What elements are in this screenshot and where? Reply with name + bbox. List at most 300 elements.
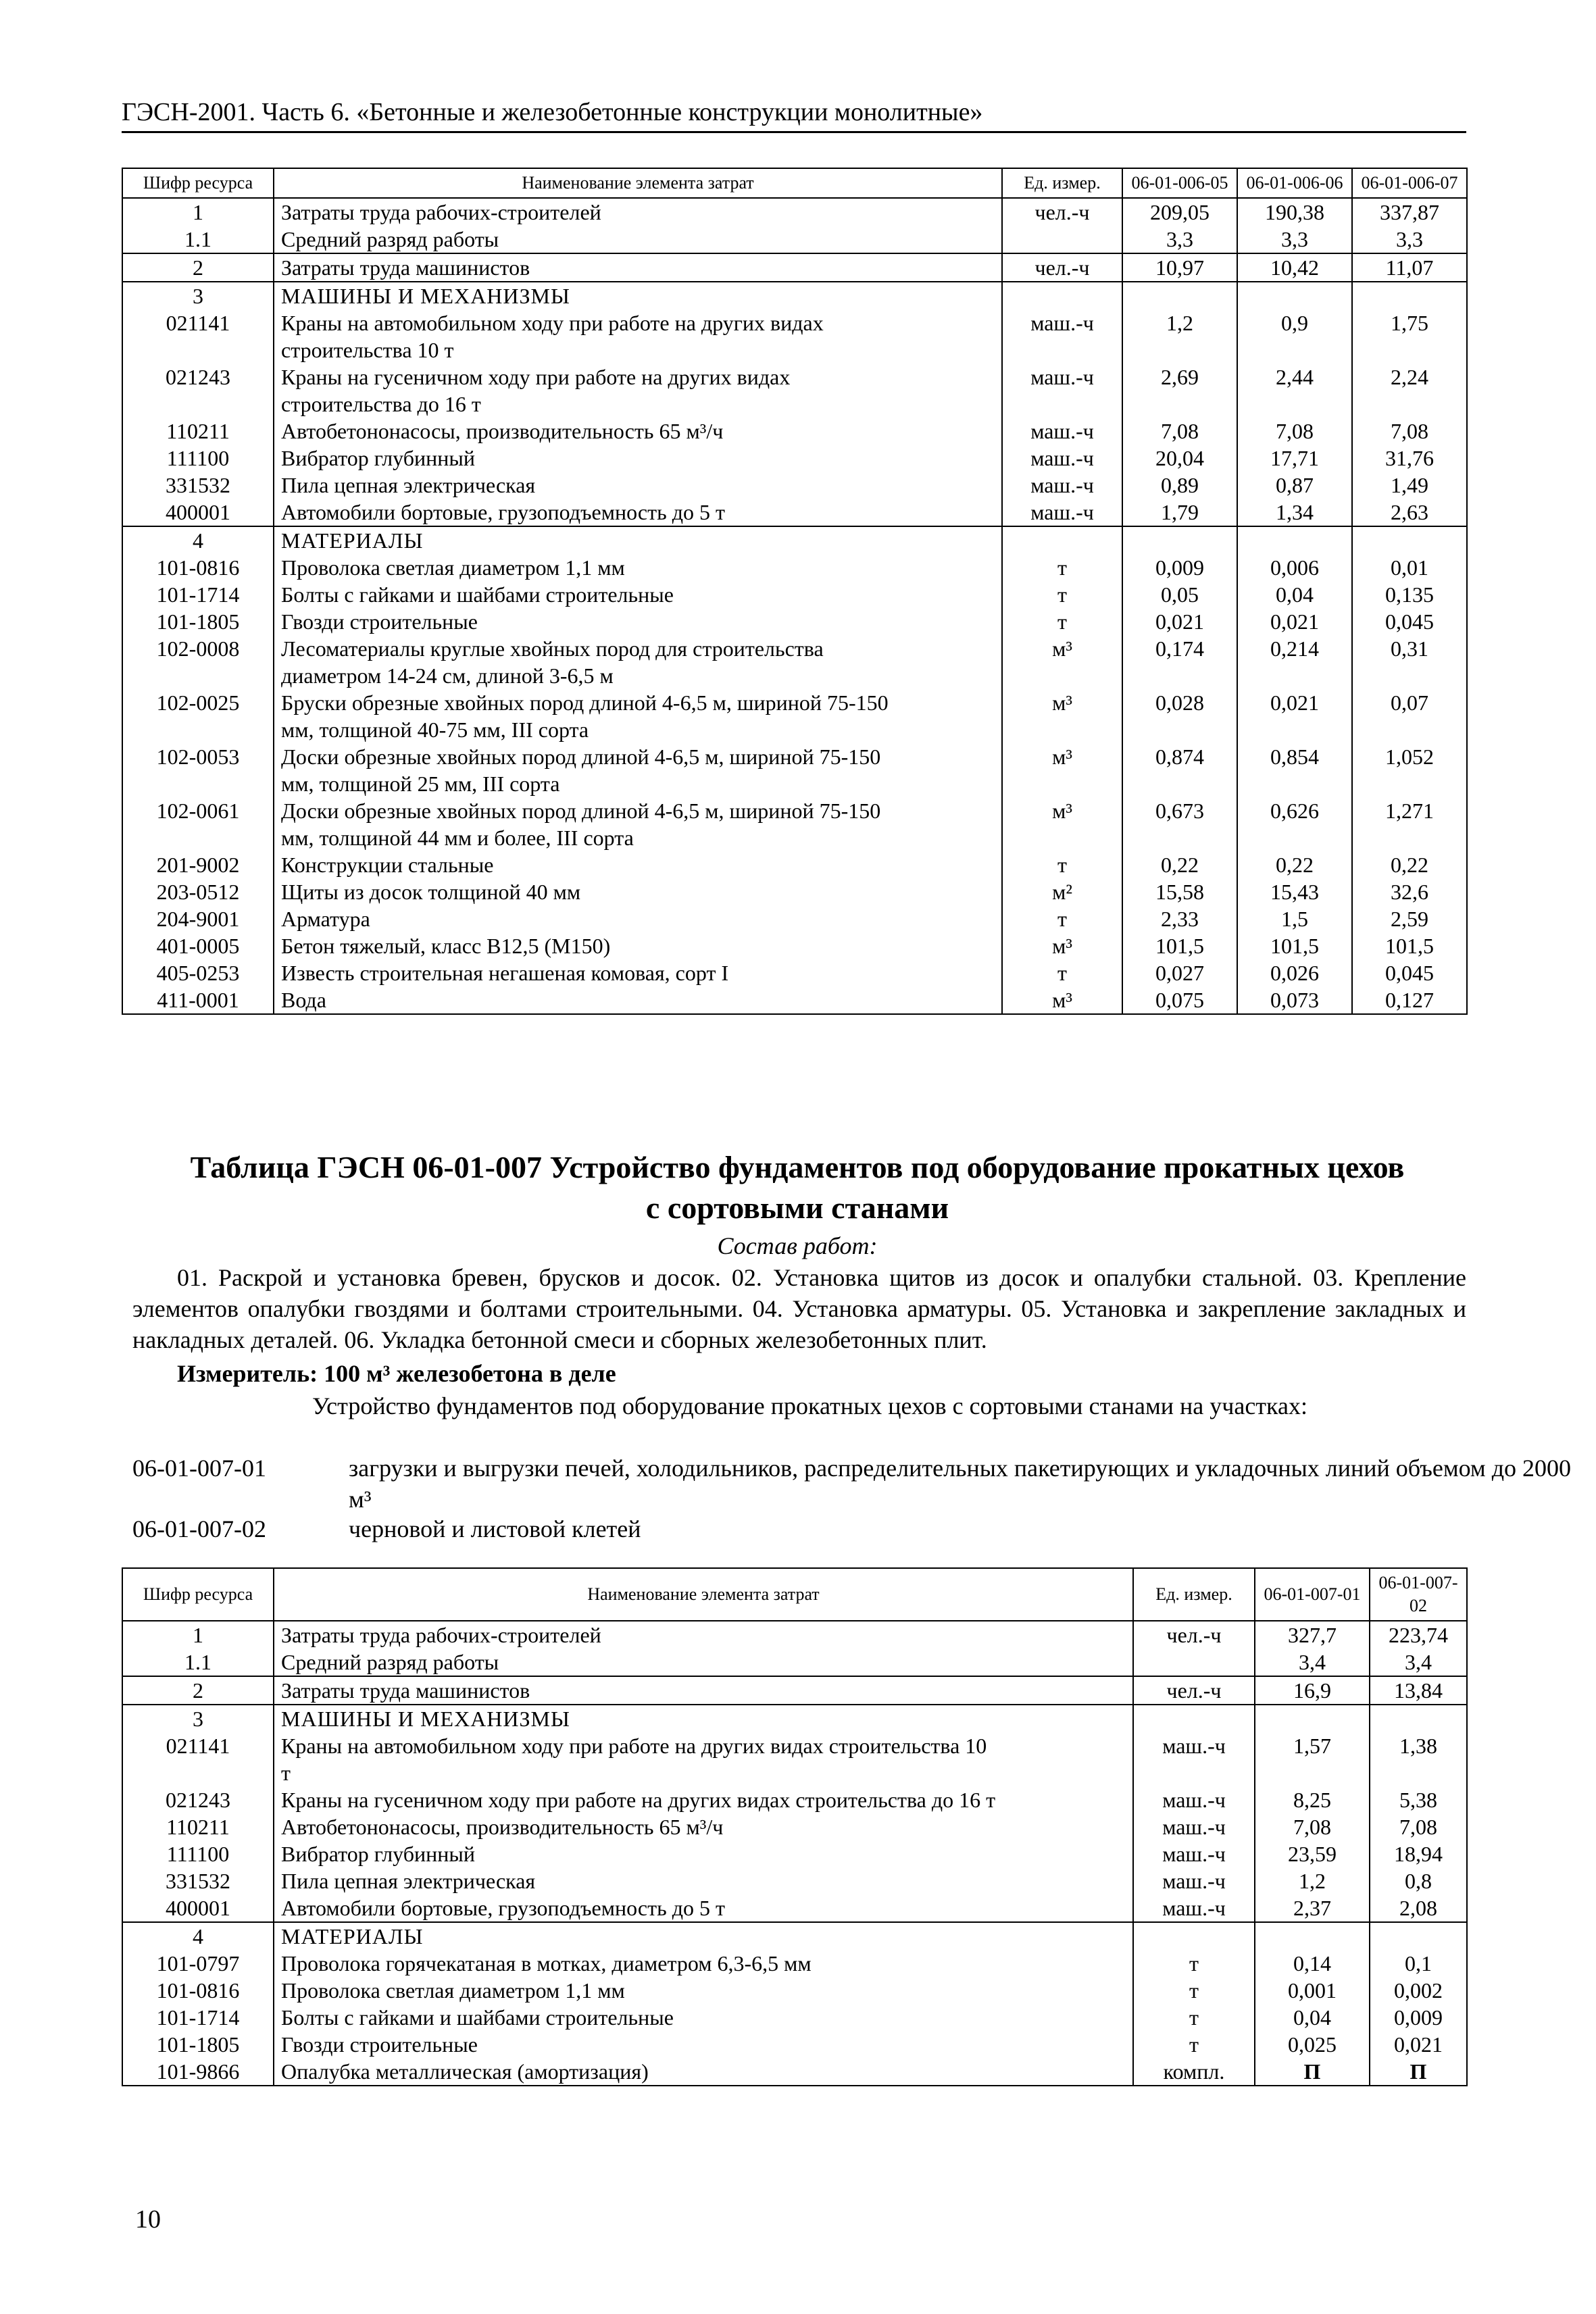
resource-name <box>274 1786 1133 1813</box>
table-title-line-2: с сортовыми станами <box>645 1190 949 1225</box>
table-title-line-1: Таблица ГЭСН 06-01-007 Устройство фундаментов под оборудование прокатных цехов <box>190 1150 1405 1184</box>
resource-code: 111100 <box>122 445 274 472</box>
resource-unit <box>1002 226 1122 253</box>
resource-code: 3 <box>122 282 274 309</box>
resource-value: 337,87 <box>1352 198 1467 226</box>
resource-code: 101-1805 <box>122 608 274 635</box>
table-row <box>122 253 1467 282</box>
resource-value: 32,6 <box>1352 878 1467 905</box>
resource-value: 0,027 <box>1122 959 1237 986</box>
resource-unit: м³ <box>1002 689 1122 743</box>
resource-name <box>274 959 1002 986</box>
resource-name <box>274 226 1002 253</box>
resource-code: 021141 <box>122 309 274 363</box>
resource-name-line: мм, толщиной 44 мм и более, III сорта <box>281 826 634 850</box>
resource-value: 0,075 <box>1122 986 1237 1014</box>
resource-name-line: Автомобили бортовые, грузоподъемность до 5 т <box>281 1896 725 1920</box>
resource-value: 3,3 <box>1237 226 1352 253</box>
resource-code: 331532 <box>122 1867 274 1894</box>
resource-code: 401-0005 <box>122 932 274 959</box>
resource-unit <box>1133 1705 1255 1732</box>
resource-code: 4 <box>122 1922 274 1950</box>
table-row <box>122 689 1467 743</box>
resource-code: 1 <box>122 198 274 226</box>
resource-value: 0,028 <box>1122 689 1237 743</box>
resource-name <box>274 2058 1133 2086</box>
resource-value: 0,31 <box>1352 635 1467 689</box>
resource-code: 400001 <box>122 499 274 526</box>
resource-name <box>274 1922 1133 1950</box>
resource-value: 0,135 <box>1352 581 1467 608</box>
col-header-code: Шифр ресурса <box>122 168 274 198</box>
resource-code: 1.1 <box>122 1649 274 1676</box>
table-row <box>122 2031 1467 2058</box>
resource-code: 411-0001 <box>122 986 274 1014</box>
resource-value: 1,2 <box>1255 1867 1370 1894</box>
resource-name <box>274 905 1002 932</box>
resource-unit: чел.-ч <box>1133 1621 1255 1649</box>
table-row <box>122 2004 1467 2031</box>
resource-code: 201-9002 <box>122 851 274 878</box>
resource-table-b <box>122 1567 1468 2086</box>
resource-name-line: Затраты труда рабочих-строителей <box>281 1623 601 1647</box>
resource-value: 0,05 <box>1122 581 1237 608</box>
resource-unit: т <box>1002 959 1122 986</box>
resource-value: 190,38 <box>1237 198 1352 226</box>
resource-name <box>274 743 1002 797</box>
col-header-name: Наименование элемента затрат <box>274 168 1002 198</box>
resource-name-line: Автобетононасосы, производительность 65 м³/ч <box>281 419 724 443</box>
resource-name-line: мм, толщиной 40-75 мм, III сорта <box>281 718 589 742</box>
resource-name <box>274 635 1002 689</box>
resource-value: 10,42 <box>1237 253 1352 282</box>
table-row <box>122 851 1467 878</box>
resource-value <box>1237 526 1352 554</box>
variant-code: 06-01-007-01 <box>132 1455 266 1482</box>
resource-value: 0,021 <box>1237 689 1352 743</box>
resource-value: П <box>1370 2058 1467 2086</box>
table-row <box>122 905 1467 932</box>
resource-value: 3,3 <box>1352 226 1467 253</box>
resource-unit: м² <box>1002 878 1122 905</box>
resource-name <box>274 282 1002 309</box>
resource-value: 0,021 <box>1370 2031 1467 2058</box>
resource-value: 5,38 <box>1370 1786 1467 1813</box>
resource-value: 1,38 <box>1370 1732 1467 1786</box>
resource-value: 327,7 <box>1255 1621 1370 1649</box>
resource-name <box>274 1649 1133 1676</box>
resource-name <box>274 1894 1133 1922</box>
resource-unit: т <box>1002 851 1122 878</box>
resource-code: 021243 <box>122 363 274 418</box>
resource-name <box>274 1950 1133 1977</box>
resource-name <box>274 253 1002 282</box>
resource-code: 204-9001 <box>122 905 274 932</box>
resource-name <box>274 554 1002 581</box>
table-row <box>122 282 1467 309</box>
resource-unit: т <box>1133 2004 1255 2031</box>
table-row <box>122 1977 1467 2004</box>
resource-name-line: МАШИНЫ И МЕХАНИЗМЫ <box>281 284 570 308</box>
resource-value: 0,07 <box>1352 689 1467 743</box>
resource-name-line: Пила цепная электрическая <box>281 473 536 497</box>
resource-value: 0,22 <box>1237 851 1352 878</box>
resource-value: 3,3 <box>1122 226 1237 253</box>
resource-unit: м³ <box>1002 797 1122 851</box>
resource-code: 021243 <box>122 1786 274 1813</box>
resource-value: 16,9 <box>1255 1676 1370 1705</box>
resource-unit: чел.-ч <box>1133 1676 1255 1705</box>
resource-name-line: Бетон тяжелый, класс В12,5 (М150) <box>281 934 611 958</box>
resource-value: 1,271 <box>1352 797 1467 851</box>
table-row <box>122 581 1467 608</box>
resource-name-line: Средний разряд работы <box>281 227 499 251</box>
resource-unit: маш.-ч <box>1133 1813 1255 1840</box>
table-row <box>122 418 1467 445</box>
table-row <box>122 797 1467 851</box>
table-row <box>122 1676 1467 1705</box>
resource-name-line: Арматура <box>281 907 370 931</box>
table-row <box>122 1813 1467 1840</box>
resource-unit: м³ <box>1002 986 1122 1014</box>
resource-code: 101-0797 <box>122 1950 274 1977</box>
variant-description: черновой и листовой клетей <box>349 1515 641 1542</box>
resource-unit: т <box>1002 554 1122 581</box>
resource-name <box>274 1705 1133 1732</box>
resource-name-line: МАТЕРИАЛЫ <box>281 528 424 553</box>
resource-value: 0,22 <box>1122 851 1237 878</box>
resource-value: 0,01 <box>1352 554 1467 581</box>
resource-name-line: Затраты труда машинистов <box>281 255 530 280</box>
resource-unit: т <box>1002 905 1122 932</box>
page-header: ГЭСН-2001. Часть 6. «Бетонные и железобетонные конструкции монолитные» <box>122 96 1466 133</box>
resource-unit: компл. <box>1133 2058 1255 2086</box>
resource-value <box>1370 1705 1467 1732</box>
table-row <box>122 878 1467 905</box>
resource-value: 2,44 <box>1237 363 1352 418</box>
table-row <box>122 198 1467 226</box>
resource-value: 10,97 <box>1122 253 1237 282</box>
resource-value: 1,75 <box>1352 309 1467 363</box>
resource-name <box>274 472 1002 499</box>
resource-value: 0,006 <box>1237 554 1352 581</box>
table-row <box>122 608 1467 635</box>
resource-value: 1,57 <box>1255 1732 1370 1786</box>
resource-name-line: Болты с гайками и шайбами строительные <box>281 582 674 607</box>
resource-value: 1,2 <box>1122 309 1237 363</box>
resource-name <box>274 1867 1133 1894</box>
resource-value: 0,001 <box>1255 1977 1370 2004</box>
col-header-code: Шифр ресурса <box>122 1568 274 1621</box>
resource-value <box>1255 1922 1370 1950</box>
table-row <box>122 1867 1467 1894</box>
resource-name-line: Гвозди строительные <box>281 2032 478 2057</box>
resource-name <box>274 445 1002 472</box>
resource-code: 400001 <box>122 1894 274 1922</box>
table-row <box>122 635 1467 689</box>
resource-value: 1,49 <box>1352 472 1467 499</box>
resource-name-line: Конструкции стальные <box>281 853 494 877</box>
resource-value: 7,08 <box>1237 418 1352 445</box>
resource-unit: маш.-ч <box>1133 1786 1255 1813</box>
resource-value: 223,74 <box>1370 1621 1467 1649</box>
variant-code: 06-01-007-02 <box>132 1515 266 1542</box>
resource-unit <box>1133 1649 1255 1676</box>
resource-value: П <box>1255 2058 1370 2086</box>
resource-name <box>274 526 1002 554</box>
resource-name <box>274 1676 1133 1705</box>
resource-value: 0,14 <box>1255 1950 1370 1977</box>
resource-name-line: мм, толщиной 25 мм, III сорта <box>281 772 560 796</box>
resource-value <box>1352 282 1467 309</box>
resource-value: 1,5 <box>1237 905 1352 932</box>
resource-value: 209,05 <box>1122 198 1237 226</box>
col-header-name: Наименование элемента затрат <box>274 1568 1133 1621</box>
resource-value: 0,025 <box>1255 2031 1370 2058</box>
resource-name <box>274 608 1002 635</box>
resource-name <box>274 499 1002 526</box>
table-row <box>122 959 1467 986</box>
resource-value: 0,22 <box>1352 851 1467 878</box>
table-a-body <box>122 198 1467 1014</box>
resource-value <box>1237 282 1352 309</box>
resource-name-line: Вибратор глубинный <box>281 446 476 470</box>
resource-name <box>274 1813 1133 1840</box>
resource-value: 7,08 <box>1370 1813 1467 1840</box>
resource-value: 2,08 <box>1370 1894 1467 1922</box>
resource-value: 0,8 <box>1370 1867 1467 1894</box>
resource-code: 2 <box>122 1676 274 1705</box>
col-header-variant-1: 06-01-006-05 <box>1122 168 1237 198</box>
resource-name <box>274 932 1002 959</box>
resource-name-line: Доски обрезные хвойных пород длиной 4-6,5 м, шириной 75-150 <box>281 799 881 823</box>
resource-value: 2,24 <box>1352 363 1467 418</box>
resource-unit: маш.-ч <box>1002 472 1122 499</box>
resource-value: 17,71 <box>1237 445 1352 472</box>
resource-unit <box>1133 1922 1255 1950</box>
resource-name-line: МАШИНЫ И МЕХАНИЗМЫ <box>281 1707 570 1731</box>
resource-name-line: Вибратор глубинный <box>281 1842 476 1866</box>
table-row <box>122 1786 1467 1813</box>
resource-code: 1.1 <box>122 226 274 253</box>
resource-value: 13,84 <box>1370 1676 1467 1705</box>
resource-name-line: Автомобили бортовые, грузоподъемность до 5 т <box>281 500 725 524</box>
resource-unit: маш.-ч <box>1002 418 1122 445</box>
resource-code: 405-0253 <box>122 959 274 986</box>
variant-description: загрузки и выгрузки печей, холодильников, распределительных пакетирующих и укладочных линий объемом до 2000 м³ <box>349 1455 1572 1513</box>
resource-unit: маш.-ч <box>1133 1894 1255 1922</box>
resource-name-line: Известь строительная негашеная комовая, сорт I <box>281 961 729 985</box>
resource-name-line: Щиты из досок толщиной 40 мм <box>281 880 581 904</box>
resource-value: 2,59 <box>1352 905 1467 932</box>
resource-value: 0,002 <box>1370 1977 1467 2004</box>
resource-name <box>274 2031 1133 2058</box>
resource-value: 0,073 <box>1237 986 1352 1014</box>
resource-value: 8,25 <box>1255 1786 1370 1813</box>
resource-value: 0,04 <box>1237 581 1352 608</box>
resource-name-line: Проволока светлая диаметром 1,1 мм <box>281 1978 625 2003</box>
table-row <box>122 526 1467 554</box>
resource-value <box>1255 1705 1370 1732</box>
resource-value: 0,045 <box>1352 608 1467 635</box>
resource-value: 0,045 <box>1352 959 1467 986</box>
resource-code: 101-1805 <box>122 2031 274 2058</box>
resource-name-line: Затраты труда машинистов <box>281 1678 530 1703</box>
table-row <box>122 1950 1467 1977</box>
resource-name-line: Доски обрезные хвойных пород длиной 4-6,5 м, шириной 75-150 <box>281 745 881 769</box>
resource-code: 3 <box>122 1705 274 1732</box>
resource-name-line: Вода <box>281 988 326 1012</box>
resource-code: 101-0816 <box>122 554 274 581</box>
resource-value: 7,08 <box>1352 418 1467 445</box>
resource-unit: т <box>1133 1977 1255 2004</box>
resource-name <box>274 797 1002 851</box>
table-row <box>122 472 1467 499</box>
resource-name-line: строительства 10 т <box>281 338 454 362</box>
resource-value: 2,69 <box>1122 363 1237 418</box>
resource-name <box>274 1977 1133 2004</box>
resource-name-line: диаметром 14-24 см, длиной 3-6,5 м <box>281 663 614 688</box>
resource-unit: маш.-ч <box>1002 499 1122 526</box>
resource-name-line: Опалубка металлическая (амортизация) <box>281 2059 649 2084</box>
composition-text: 01. Раскрой и установка бревен, брусков и досок. 02. Установка щитов из досок и опалубки стальной. 03. Крепление элементов опалубки гвоздями и болтами строительными. 04. Установка арматуры. 05. Установка и закрепление закладных и накладных деталей. 06. Укладка бетонной смеси и сборных железобетонных плит. <box>132 1264 1466 1353</box>
resource-value <box>1370 1922 1467 1950</box>
table-row <box>122 932 1467 959</box>
table-row <box>122 1705 1467 1732</box>
table-row <box>122 1894 1467 1922</box>
resource-value: 0,009 <box>1122 554 1237 581</box>
col-header-variant-1: 06-01-007-01 <box>1255 1568 1370 1621</box>
resource-unit: т <box>1002 608 1122 635</box>
resource-value: 3,4 <box>1370 1649 1467 1676</box>
resource-name-line: Затраты труда рабочих-строителей <box>281 200 601 224</box>
resource-value <box>1122 526 1237 554</box>
resource-unit: м³ <box>1002 932 1122 959</box>
resource-name-line: Гвозди строительные <box>281 609 478 634</box>
resource-name-line: Пила цепная электрическая <box>281 1869 536 1893</box>
col-header-unit: Ед. измер. <box>1133 1568 1255 1621</box>
resource-value: 2,37 <box>1255 1894 1370 1922</box>
resource-value <box>1122 282 1237 309</box>
resource-name-line: Проволока горячекатаная в мотках, диаметром 6,3-6,5 мм <box>281 1951 812 1976</box>
resource-code: 111100 <box>122 1840 274 1867</box>
resource-code: 110211 <box>122 418 274 445</box>
resource-unit: маш.-ч <box>1133 1840 1255 1867</box>
resource-name-line: Краны на гусеничном ходу при работе на других видах <box>281 365 791 389</box>
resource-code: 101-0816 <box>122 1977 274 2004</box>
resource-value: 0,1 <box>1370 1950 1467 1977</box>
resource-value: 0,174 <box>1122 635 1237 689</box>
resource-code: 102-0061 <box>122 797 274 851</box>
resource-value: 15,43 <box>1237 878 1352 905</box>
resource-code: 110211 <box>122 1813 274 1840</box>
resource-value: 0,874 <box>1122 743 1237 797</box>
resource-name <box>274 689 1002 743</box>
resource-value: 0,127 <box>1352 986 1467 1014</box>
resource-name <box>274 1840 1133 1867</box>
resource-value: 0,89 <box>1122 472 1237 499</box>
table-row <box>122 1649 1467 1676</box>
resource-value: 1,79 <box>1122 499 1237 526</box>
resource-name <box>274 1732 1133 1786</box>
table-row <box>122 986 1467 1014</box>
resource-value: 0,9 <box>1237 309 1352 363</box>
table-row <box>122 1732 1467 1786</box>
resource-unit: маш.-ч <box>1002 309 1122 363</box>
resource-unit: м³ <box>1002 635 1122 689</box>
resource-code: 101-1714 <box>122 2004 274 2031</box>
resource-name <box>274 1621 1133 1649</box>
resource-name <box>274 418 1002 445</box>
resource-value: 0,87 <box>1237 472 1352 499</box>
resource-name <box>274 363 1002 418</box>
resource-name <box>274 581 1002 608</box>
resource-unit: т <box>1133 1950 1255 1977</box>
table-row <box>122 1922 1467 1950</box>
description-intro: Устройство фундаментов под оборудование прокатных цехов с сортовыми станами на участках: <box>312 1392 1307 1419</box>
resource-unit <box>1002 282 1122 309</box>
resource-unit: чел.-ч <box>1002 198 1122 226</box>
resource-name <box>274 309 1002 363</box>
resource-value: 101,5 <box>1237 932 1352 959</box>
resource-value: 7,08 <box>1255 1813 1370 1840</box>
resource-name-line: Автобетононасосы, производительность 65 м³/ч <box>281 1815 724 1839</box>
resource-value: 3,4 <box>1255 1649 1370 1676</box>
resource-unit: маш.-ч <box>1133 1867 1255 1894</box>
resource-code: 331532 <box>122 472 274 499</box>
resource-name-line: Проволока светлая диаметром 1,1 мм <box>281 555 625 580</box>
resource-name <box>274 198 1002 226</box>
resource-code: 102-0008 <box>122 635 274 689</box>
table-row <box>122 743 1467 797</box>
resource-unit: маш.-ч <box>1002 363 1122 418</box>
resource-value: 15,58 <box>1122 878 1237 905</box>
resource-name-line: Краны на автомобильном ходу при работе на других видах <box>281 311 824 335</box>
table-row <box>122 1621 1467 1649</box>
resource-unit: чел.-ч <box>1002 253 1122 282</box>
resource-code: 101-9866 <box>122 2058 274 2086</box>
table-row <box>122 363 1467 418</box>
table-b-body <box>122 1621 1467 2086</box>
col-header-variant-2: 06-01-006-06 <box>1237 168 1352 198</box>
resource-value: 18,94 <box>1370 1840 1467 1867</box>
resource-name-line: Бруски обрезные хвойных пород длиной 4-6,5 м, шириной 75-150 <box>281 690 889 715</box>
resource-name-line: т <box>281 1761 291 1785</box>
resource-value: 20,04 <box>1122 445 1237 472</box>
table-row <box>122 445 1467 472</box>
resource-name <box>274 2004 1133 2031</box>
resource-code: 101-1714 <box>122 581 274 608</box>
table-row <box>122 1840 1467 1867</box>
resource-value: 31,76 <box>1352 445 1467 472</box>
resource-value: 11,07 <box>1352 253 1467 282</box>
resource-code: 4 <box>122 526 274 554</box>
resource-name <box>274 986 1002 1014</box>
resource-value: 0,021 <box>1237 608 1352 635</box>
composition-label: Состав работ: <box>717 1232 878 1259</box>
resource-value: 2,33 <box>1122 905 1237 932</box>
resource-name-line: Лесоматериалы круглые хвойных пород для строительства <box>281 636 824 661</box>
resource-name-line: МАТЕРИАЛЫ <box>281 1924 424 1948</box>
resource-unit: т <box>1133 2031 1255 2058</box>
resource-unit <box>1002 526 1122 554</box>
resource-value: 101,5 <box>1122 932 1237 959</box>
table-row <box>122 309 1467 363</box>
resource-unit: м³ <box>1002 743 1122 797</box>
resource-unit: маш.-ч <box>1002 445 1122 472</box>
resource-code: 2 <box>122 253 274 282</box>
resource-name-line: Болты с гайками и шайбами строительные <box>281 2005 674 2030</box>
